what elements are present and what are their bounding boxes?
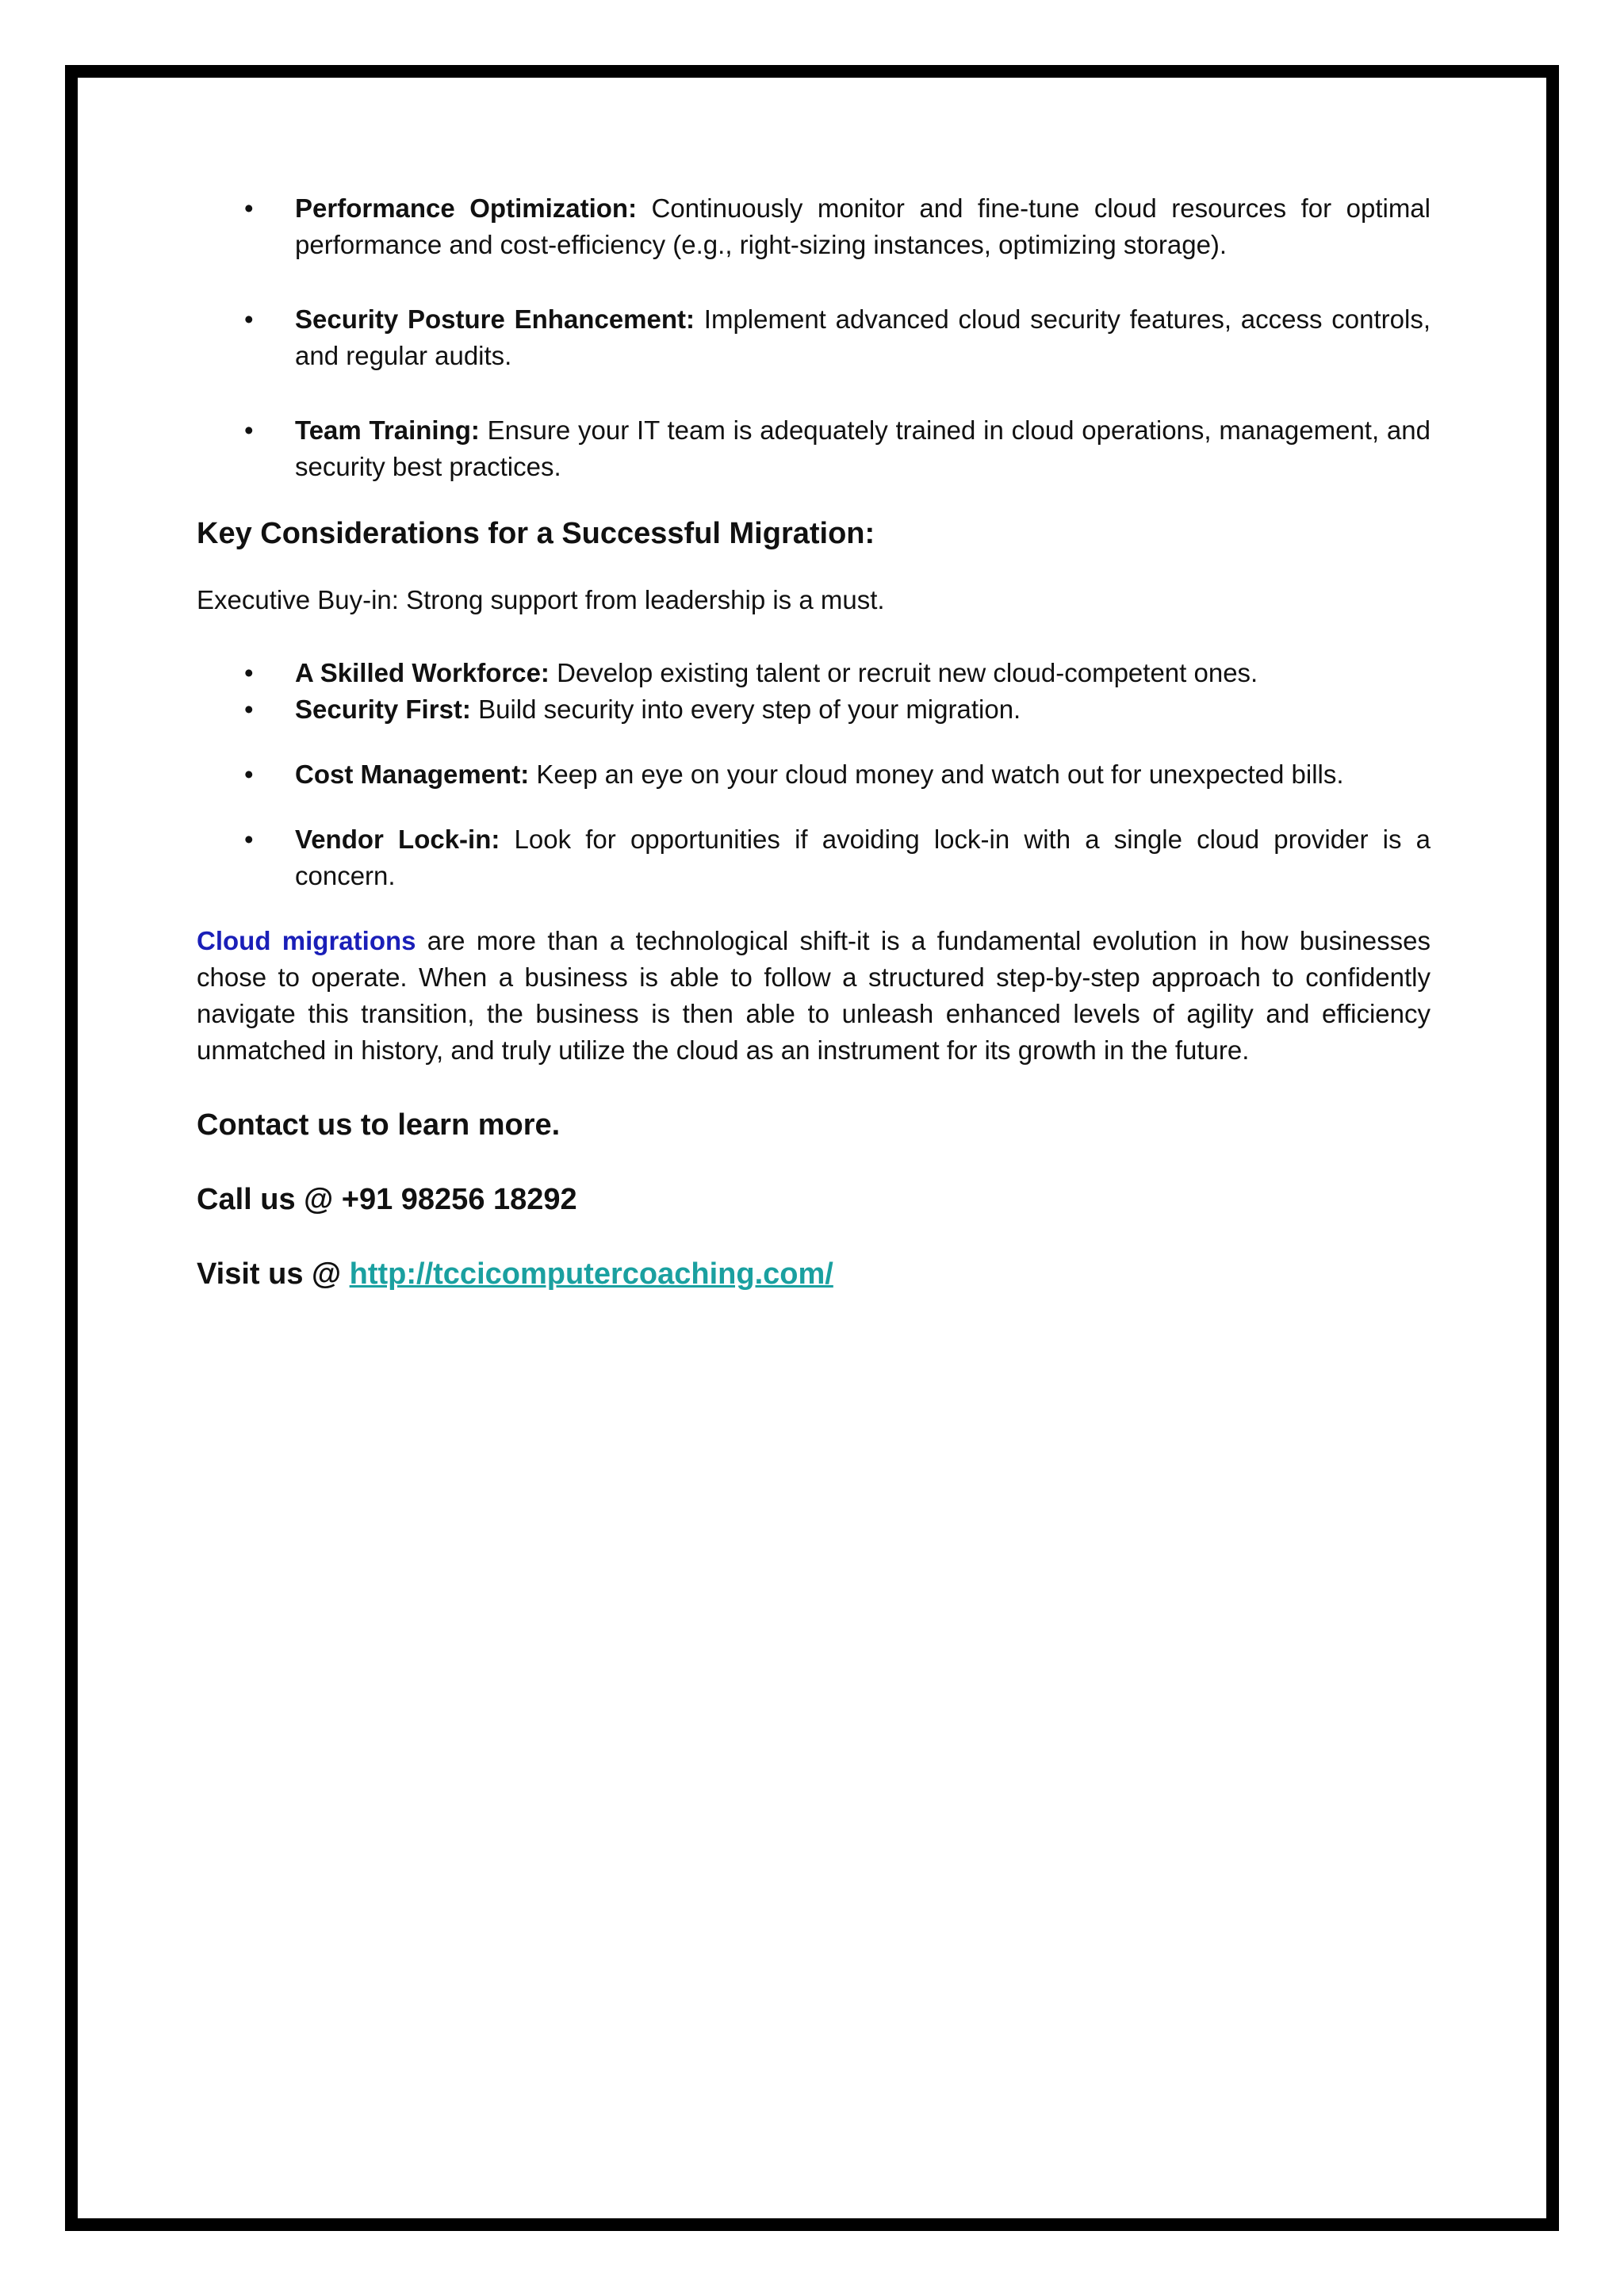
list-item bbox=[197, 756, 1431, 793]
item-title: Security Posture Enhancement: bbox=[295, 304, 695, 334]
contact-learn-more: Contact us to learn more. bbox=[197, 1108, 561, 1142]
list-item bbox=[197, 301, 1431, 374]
contact-visit bbox=[197, 1254, 1431, 1294]
item-title: Team Training: bbox=[295, 415, 480, 445]
list-item bbox=[197, 821, 1431, 894]
item-text: Continuously monitor and fine-tune cloud resources for optimal performance and cost-efficiency (e.g., right-sizing instances, optimizing storage). bbox=[295, 193, 1431, 259]
cloud-migrations-link[interactable]: Cloud migrations bbox=[197, 926, 416, 955]
visit-prefix: Visit us @ bbox=[197, 1257, 350, 1291]
top-bullet-list bbox=[197, 190, 1431, 485]
item-text: Implement advanced cloud security features, access controls, and regular audits. bbox=[295, 304, 1431, 370]
item-title: Performance Optimization: bbox=[295, 193, 638, 223]
executive-line: Executive Buy-in: Strong support from leadership is a must. bbox=[197, 585, 885, 614]
contact-call: Call us @ +91 98256 18292 bbox=[197, 1183, 577, 1216]
website-link[interactable]: http://tccicomputercoaching.com/ bbox=[349, 1257, 833, 1291]
bullet-icon: • bbox=[244, 193, 254, 223]
item-text: Develop existing talent or recruit new cloud-competent ones. bbox=[549, 658, 1258, 687]
item-text: Ensure your IT team is adequately trained in cloud operations, management, and security best practices. bbox=[295, 415, 1431, 481]
bullet-icon: • bbox=[244, 304, 254, 334]
item-text: Look for opportunities if avoiding lock-in with a single cloud provider is a concern. bbox=[295, 825, 1431, 890]
closing-paragraph bbox=[197, 923, 1431, 1069]
bullet-icon: • bbox=[244, 760, 254, 789]
item-text: Build security into every step of your migration. bbox=[470, 695, 1021, 724]
list-item bbox=[197, 412, 1431, 485]
item-title: Vendor Lock-in: bbox=[295, 825, 500, 854]
bullet-icon: • bbox=[244, 825, 254, 854]
bullet-icon: • bbox=[244, 695, 254, 724]
list-item bbox=[197, 655, 1431, 691]
bullet-icon: • bbox=[244, 658, 254, 687]
item-title: Cost Management: bbox=[295, 760, 530, 789]
bottom-bullet-list bbox=[197, 655, 1431, 894]
bullet-icon: • bbox=[244, 415, 254, 445]
item-text: Keep an eye on your cloud money and watch out for unexpected bills. bbox=[529, 760, 1344, 789]
item-title: A Skilled Workforce: bbox=[295, 658, 550, 687]
document-content bbox=[197, 190, 1431, 1329]
item-title: Security First: bbox=[295, 695, 471, 724]
closing-text: are more than a technological shift-it is a fundamental evolution in how businesses chose to operate. When a business is able to follow a structured step-by-step approach to confidently navigate this transition, the business is then able to unleash enhanced levels of agility and efficiency unmatched in history, and truly utilize the cloud as an instrument for its growth in the future. bbox=[197, 926, 1431, 1065]
list-item bbox=[197, 691, 1431, 728]
section-heading: Key Considerations for a Successful Migration: bbox=[197, 517, 875, 550]
list-item bbox=[197, 190, 1431, 263]
